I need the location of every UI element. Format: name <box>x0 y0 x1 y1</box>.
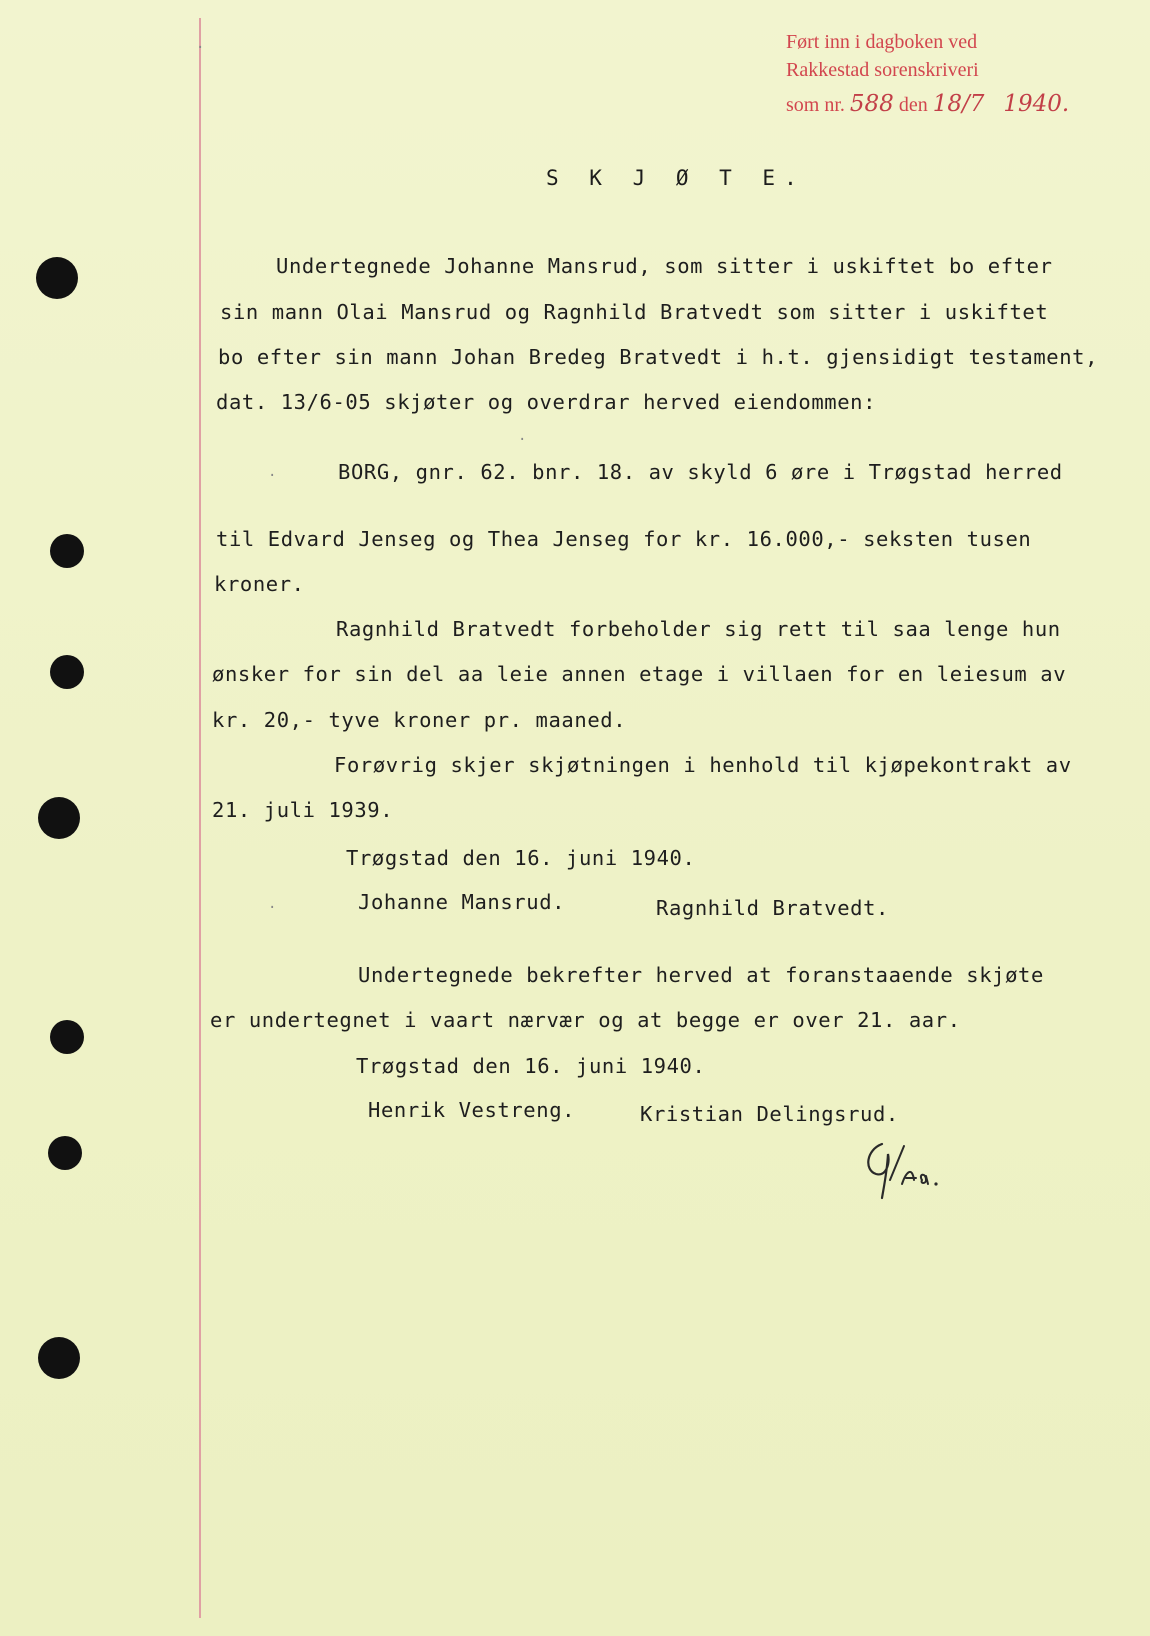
stamp-year: 1940. <box>1003 91 1070 117</box>
text-line: Undertegnede bekrefter herved at foranstaaende skjøte <box>358 963 1044 987</box>
text-line: kroner. <box>214 572 305 596</box>
text-line: kr. 20,- tyve kroner pr. maaned. <box>212 708 627 732</box>
punch-hole <box>38 1337 80 1379</box>
document-title: S K J Ø T E. <box>546 166 806 190</box>
signatory-name: Johanne Mansrud. <box>358 890 566 914</box>
text-line: BORG, gnr. 62. bnr. 18. av skyld 6 øre i Trøgstad herred <box>338 460 1063 484</box>
text-line: til Edvard Jenseg og Thea Jenseg for kr. 16.000,- seksten tusen <box>216 527 1032 551</box>
place-date-line: Trøgstad den 16. juni 1940. <box>356 1054 706 1078</box>
stamp-date: 18/7 <box>932 91 985 117</box>
handwritten-initials-icon <box>860 1136 950 1206</box>
witness-name: Kristian Delingsrud. <box>640 1102 899 1126</box>
witness-name: Henrik Vestreng. <box>368 1098 576 1122</box>
page-mark: · <box>268 900 277 916</box>
text-line: sin mann Olai Mansrud og Ragnhild Bratvedt som sitter i uskiftet <box>220 300 1049 324</box>
place-date-line: Trøgstad den 16. juni 1940. <box>346 846 696 870</box>
registration-stamp <box>786 28 1069 119</box>
margin-rule <box>199 18 201 1618</box>
punch-hole <box>50 534 84 568</box>
stamp-line-1: Ført inn i dagboken ved <box>786 31 978 53</box>
text-line: bo efter sin mann Johan Bredeg Bratvedt i h.t. gjensidigt testament, <box>218 345 1099 369</box>
signatory-name: Ragnhild Bratvedt. <box>656 896 889 920</box>
stamp-number: 588 <box>849 91 894 117</box>
text-line: dat. 13/6-05 skjøter og overdrar herved eiendommen: <box>216 390 877 414</box>
stamp-line-3 <box>786 90 1069 119</box>
page-mark: · <box>196 40 205 56</box>
page-mark: · <box>268 468 277 484</box>
text-line: Forøvrig skjer skjøtningen i henhold til kjøpekontrakt av <box>334 753 1072 777</box>
text-line: Undertegnede Johanne Mansrud, som sitter i uskiftet bo efter <box>276 254 1053 278</box>
text-line: ønsker for sin del aa leie annen etage i villaen for en leiesum av <box>212 662 1067 686</box>
text-line: Ragnhild Bratvedt forbeholder sig rett til saa lenge hun <box>336 617 1061 641</box>
punch-hole <box>36 257 78 299</box>
stamp-som-nr: som nr. <box>786 94 845 116</box>
punch-hole <box>50 1020 84 1054</box>
page-mark: · <box>518 432 527 448</box>
punch-hole <box>50 655 84 689</box>
stamp-den: den <box>898 94 928 116</box>
text-line: er undertegnet i vaart nærvær og at begge er over 21. aar. <box>210 1008 961 1032</box>
text-line: 21. juli 1939. <box>212 798 394 822</box>
punch-hole <box>48 1136 82 1170</box>
punch-hole <box>38 797 80 839</box>
stamp-line-2: Rakkestad sorenskriveri <box>786 59 979 81</box>
